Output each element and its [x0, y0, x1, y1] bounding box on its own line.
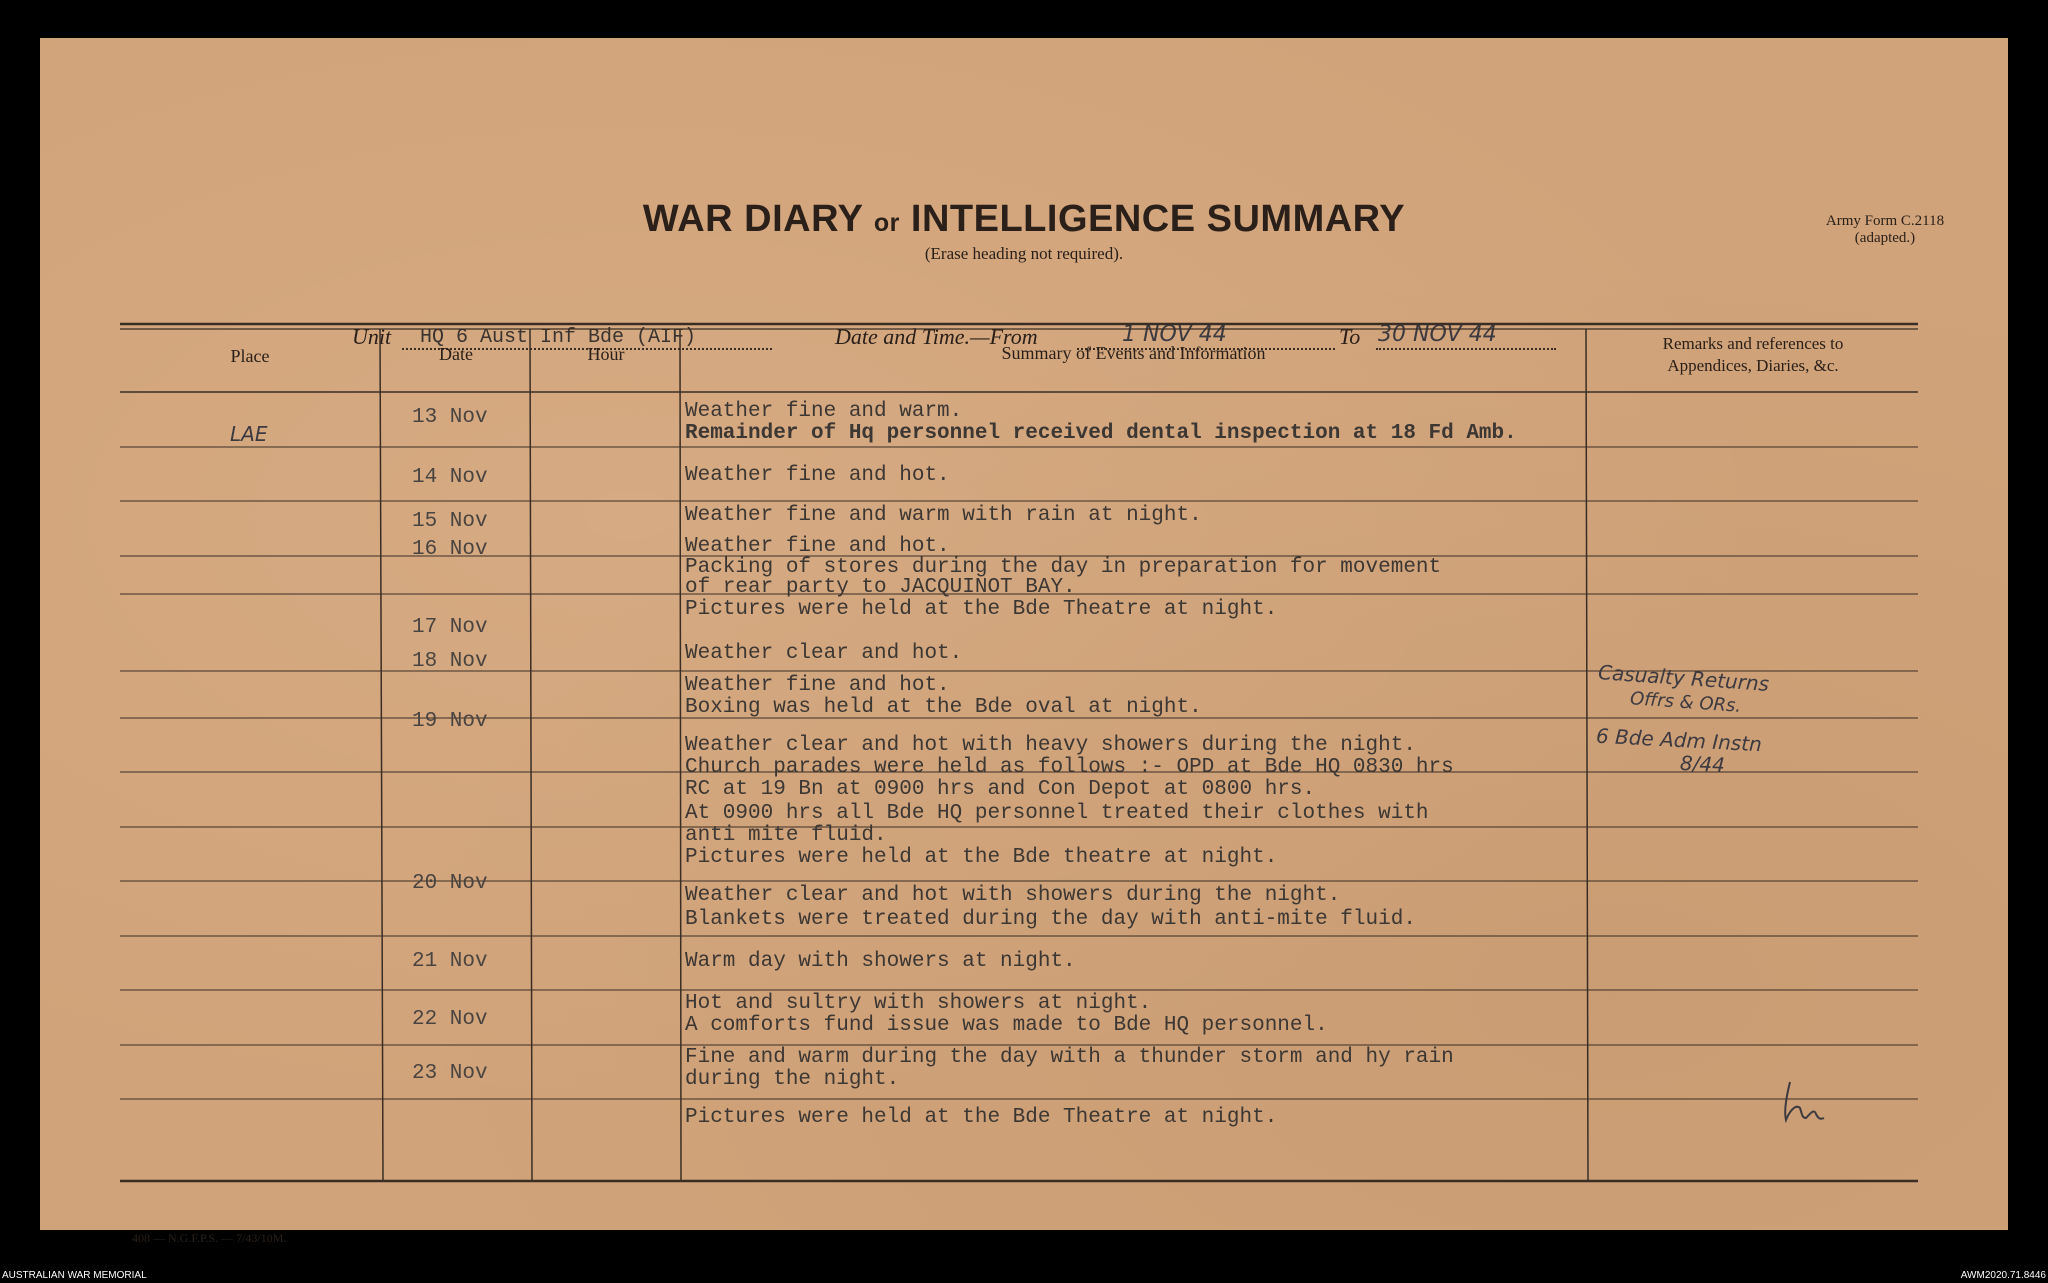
header-remarks-line1: Remarks and references to — [1662, 334, 1844, 353]
date-17-nov: 17 Nov — [412, 616, 488, 639]
place-entry-lae: LAE — [230, 422, 268, 446]
from-date-handwritten: 1 NOV 44 — [1122, 322, 1227, 347]
print-code-footer: 408 — N.G.F.P.S. — 7/43/10M. — [132, 1231, 287, 1245]
entry-line: Packing of stores during the day in preparation for movement — [685, 556, 1442, 579]
army-form-note: (adapted.) — [1854, 230, 1916, 246]
entry-line: RC at 19 Bn at 0900 hrs and Con Depot at 0800 hrs. — [685, 778, 1316, 801]
date-22-nov: 22 Nov — [412, 1008, 488, 1031]
unit-value: HQ 6 Aust Inf Bde (AIF) — [420, 326, 697, 349]
unit-label: Unit — [352, 324, 392, 349]
entry-line: Weather fine and warm. — [685, 400, 963, 423]
date-15-nov: 15 Nov — [412, 510, 488, 533]
date-23-nov: 23 Nov — [412, 1062, 488, 1085]
caption-right: AWM2020.71.8446 — [1960, 1270, 2046, 1281]
entry-line: Hot and sultry with showers at night. — [685, 992, 1152, 1015]
date-14-nov: 14 Nov — [412, 466, 488, 489]
entry-line: Fine and warm during the day with a thunder storm and hy rain — [685, 1046, 1454, 1069]
to-label: To — [1339, 324, 1361, 349]
entry-line: Weather clear and hot with showers during the night. — [685, 884, 1341, 907]
date-21-nov: 21 Nov — [412, 950, 488, 973]
header-remarks-line2: Appendices, Diaries, &c. — [1667, 356, 1839, 375]
entry-line: during the night. — [685, 1068, 900, 1091]
remark-8-44: 8/44 — [1679, 750, 1726, 778]
diary-sheet — [40, 38, 2008, 1245]
date-19-nov: 19 Nov — [412, 710, 488, 733]
title-or: or — [873, 209, 900, 237]
date-13-nov: 13 Nov — [412, 406, 488, 429]
header-hour: Hour — [587, 344, 625, 364]
remark-offrs-ors: Offrs & ORs. — [1629, 688, 1742, 717]
entry-line: of rear party to JACQUINOT BAY. — [685, 576, 1076, 599]
entry-line: Weather fine and hot. — [685, 674, 950, 697]
entry-line: Weather clear and hot. — [685, 642, 963, 665]
title-intelligence-summary: INTELLIGENCE SUMMARY — [910, 198, 1406, 240]
entry-line: Remainder of Hq personnel received dental inspection at 18 Fd Amb. — [685, 422, 1517, 445]
entry-line: Church parades were held as follows :- OPD at Bde HQ 0830 hrs — [685, 756, 1454, 779]
header-place: Place — [230, 346, 270, 366]
to-date-handwritten: 30 NOV 44 — [1378, 322, 1497, 347]
header-date: Date — [439, 344, 473, 364]
entry-line: Weather clear and hot with heavy showers during the night. — [685, 734, 1416, 757]
remark-casualty-returns: Casualty Returns — [1597, 660, 1770, 696]
entry-line: Weather fine and warm with rain at night. — [685, 504, 1202, 527]
title-war-diary: WAR DIARY — [642, 198, 863, 240]
remark-bde-adm-instn: 6 Bde Adm Instn — [1595, 723, 1763, 757]
entry-line: Pictures were held at the Bde theatre at night. — [685, 846, 1278, 869]
entry-line: At 0900 hrs all Bde HQ personnel treated their clothes with — [685, 802, 1429, 825]
entry-line: Pictures were held at the Bde Theatre at night. — [685, 1106, 1278, 1129]
entry-line: Warm day with showers at night. — [685, 950, 1076, 973]
header-summary: Summary of Events and Information — [1001, 343, 1266, 363]
entry-line: anti mite fluid. — [685, 824, 887, 847]
caption-left: AUSTRALIAN WAR MEMORIAL — [2, 1270, 147, 1281]
entry-line: A comforts fund issue was made to Bde HQ personnel. — [685, 1014, 1328, 1037]
erase-note: (Erase heading not required). — [924, 244, 1124, 263]
army-form-number: Army Form C.2118 — [1825, 213, 1945, 229]
entry-line: Blankets were treated during the day with anti-mite fluid. — [685, 908, 1416, 931]
entry-line: Pictures were held at the Bde Theatre at night. — [685, 598, 1278, 621]
date-18-nov: 18 Nov — [412, 650, 488, 673]
entry-line: Weather fine and hot. — [685, 464, 950, 487]
handwritten-initials — [1776, 1078, 1836, 1128]
date-16-nov: 16 Nov — [412, 538, 488, 561]
date-time-label: Date and Time.—From — [835, 324, 1038, 349]
date-20-nov: 20 Nov — [412, 872, 488, 895]
entry-line: Boxing was held at the Bde oval at night. — [685, 696, 1202, 719]
entry-line: Weather fine and hot. — [685, 535, 950, 558]
